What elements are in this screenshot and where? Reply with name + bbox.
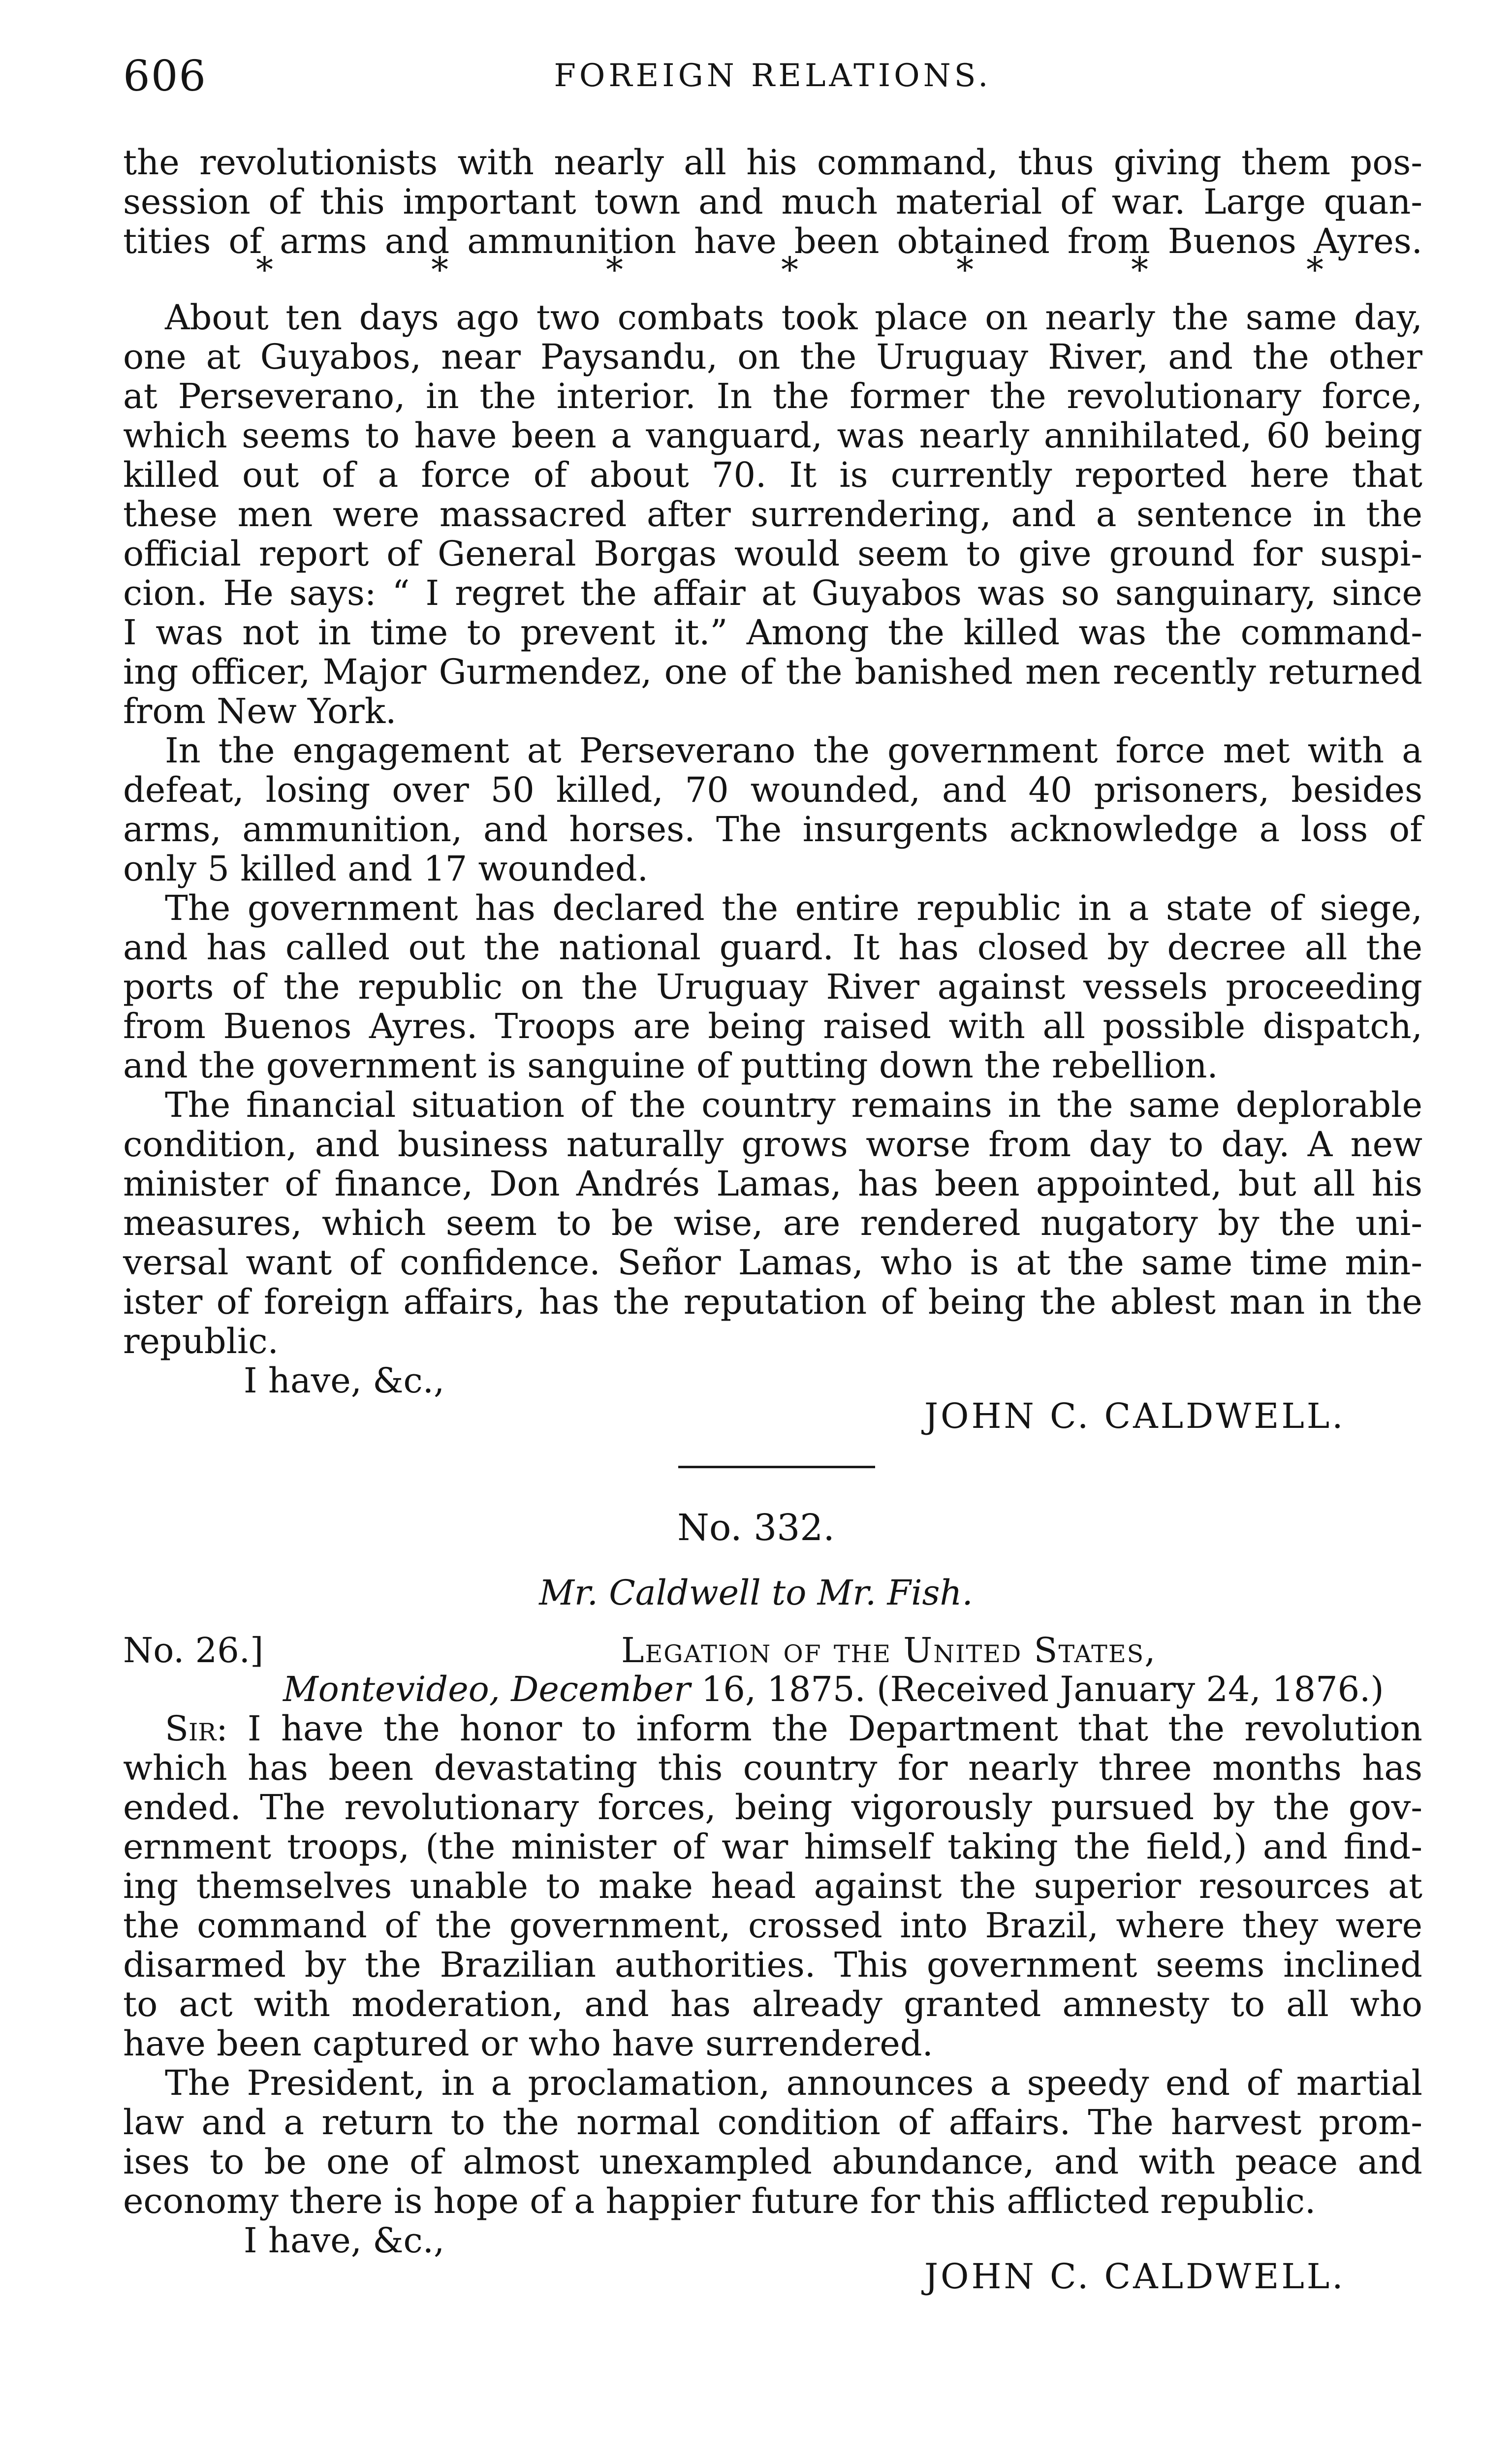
dateline-details: 16, 1875. (Received January 24, 1876.)	[690, 1669, 1384, 1709]
salutation: Sir	[165, 1708, 217, 1749]
page-header	[123, 52, 1422, 106]
star-mark: *	[956, 250, 974, 290]
text-line: In the engagement at Perseverano the government force met with a	[165, 730, 1422, 771]
text-line: arms, ammunition, and horses. The insurgents acknowledge a loss of	[123, 809, 1422, 850]
text-line: have been captured or who have surrendered.	[123, 2023, 933, 2064]
text-line: measures, which seem to be wise, are rendered nugatory by the uni-	[123, 1203, 1422, 1243]
text-line: ports of the republic on the Uruguay River against vessels proceeding	[123, 967, 1422, 1007]
text-line: ernment troops, (the minister of war himself taking the field,) and find-	[123, 1827, 1422, 1867]
signature: JOHN C. CALDWELL.	[924, 1396, 1346, 1436]
text-line: and the government is sanguine of putting down the rebellion.	[123, 1045, 1218, 1086]
signature: JOHN C. CALDWELL.	[924, 2256, 1346, 2297]
text-line: which has been devastating this country for nearly three months has	[123, 1748, 1422, 1788]
text-line: at Perseverano, in the interior. In the former the revolutionary force,	[123, 376, 1422, 416]
ellipsis-stars	[123, 250, 1422, 290]
star-mark: *	[256, 250, 273, 290]
text-line: republic.	[123, 1321, 279, 1361]
text-line: cion. He says: “ I regret the affair at Guyabos was so sanguinary, since	[123, 573, 1422, 613]
star-mark: *	[781, 250, 798, 290]
text-line: session of this important town and much material of war. Large quan-	[123, 182, 1422, 222]
running-head: FOREIGN RELATIONS.	[554, 58, 992, 94]
text-line: the command of the government, crossed into Brazil, where they were	[123, 1905, 1422, 1946]
text-line: only 5 killed and 17 wounded.	[123, 849, 648, 889]
text-line: About ten days ago two combats took place on nearly the same day,	[165, 297, 1422, 338]
text-line: condition, and business naturally grows worse from day to day. A new	[123, 1124, 1422, 1165]
text-line: disarmed by the Brazilian authorities. This government seems inclined	[123, 1945, 1422, 1985]
section-divider	[678, 1466, 875, 1468]
text-line: The government has declared the entire republic in a state of siege,	[165, 888, 1422, 928]
text-line: ises to be one of almost unexampled abundance, and with peace and	[123, 2142, 1422, 2182]
correspondents-heading: Mr. Caldwell to Mr. Fish.	[539, 1573, 973, 1613]
text-line: minister of finance, Don Andrés Lamas, has been appointed, but all his	[123, 1164, 1422, 1204]
text-line: The financial situation of the country remains in the same deplorable	[165, 1085, 1422, 1125]
dispatch-number: No. 26.]	[123, 1630, 264, 1671]
text-line: one at Guyabos, near Paysandu, on the Uruguay River, and the other	[123, 337, 1422, 377]
star-mark: *	[606, 250, 623, 290]
text-line: killed out of a force of about 70. It is currently reported here that	[123, 455, 1422, 495]
text-line: law and a return to the normal condition of affairs. The harvest prom-	[123, 2102, 1422, 2143]
text-line: ing themselves unable to make head against the superior resources at	[123, 1866, 1422, 1906]
legation-heading: Legation of the United States,	[621, 1630, 1157, 1671]
text-line: and has called out the national guard. It has closed by decree all the	[123, 927, 1422, 968]
star-mark: *	[1131, 250, 1148, 290]
text-line: from New York.	[123, 691, 397, 731]
closing-line: I have, &c.,	[244, 1360, 445, 1401]
text-line: defeat, losing over 50 killed, 70 wounded, and 40 prisoners, besides	[123, 770, 1422, 810]
text-line: I was not in time to prevent it.” Among the killed was the command-	[123, 612, 1422, 653]
text-line: ister of foreign affairs, has the reputation of being the ablest man in the	[123, 1282, 1422, 1322]
text-line: tities of arms and ammunition have been obtained from Buenos Ayres.	[123, 221, 1422, 261]
page-number: 606	[123, 52, 207, 101]
text-line: The President, in a proclamation, announces a speedy end of martial	[165, 2063, 1422, 2103]
text-line: versal want of confidence. Señor Lamas, who is at the same time min-	[123, 1242, 1422, 1283]
text-line: these men were massacred after surrendering, and a sentence in the	[123, 494, 1422, 535]
text-line: ing officer, Major Gurmendez, one of the banished men recently returned	[123, 652, 1422, 692]
dateline	[283, 1670, 1384, 1709]
document-number: No. 332.	[677, 1507, 835, 1549]
text-line: which seems to have been a vanguard, was nearly annihilated, 60 being	[123, 415, 1422, 456]
closing-line: I have, &c.,	[244, 2220, 445, 2261]
text-line: the revolutionists with nearly all his command, thus giving them pos-	[123, 142, 1422, 183]
first-line-text: : I have the honor to inform the Department that the revolution	[216, 1708, 1422, 1749]
text-line	[165, 1709, 1422, 1748]
text-line: ended. The revolutionary forces, being vigorously pursued by the gov-	[123, 1787, 1422, 1828]
text-line: from Buenos Ayres. Troops are being raised with all possible dispatch,	[123, 1006, 1422, 1046]
text-line: economy there is hope of a happier future for this afflicted republic.	[123, 2181, 1316, 2221]
text-line: to act with moderation, and has already granted amnesty to all who	[123, 1984, 1422, 2024]
text-line: official report of General Borgas would seem to give ground for suspi-	[123, 534, 1422, 574]
star-mark: *	[431, 250, 448, 290]
star-mark: *	[1306, 250, 1323, 290]
dateline-place: Montevideo, December	[283, 1669, 691, 1709]
